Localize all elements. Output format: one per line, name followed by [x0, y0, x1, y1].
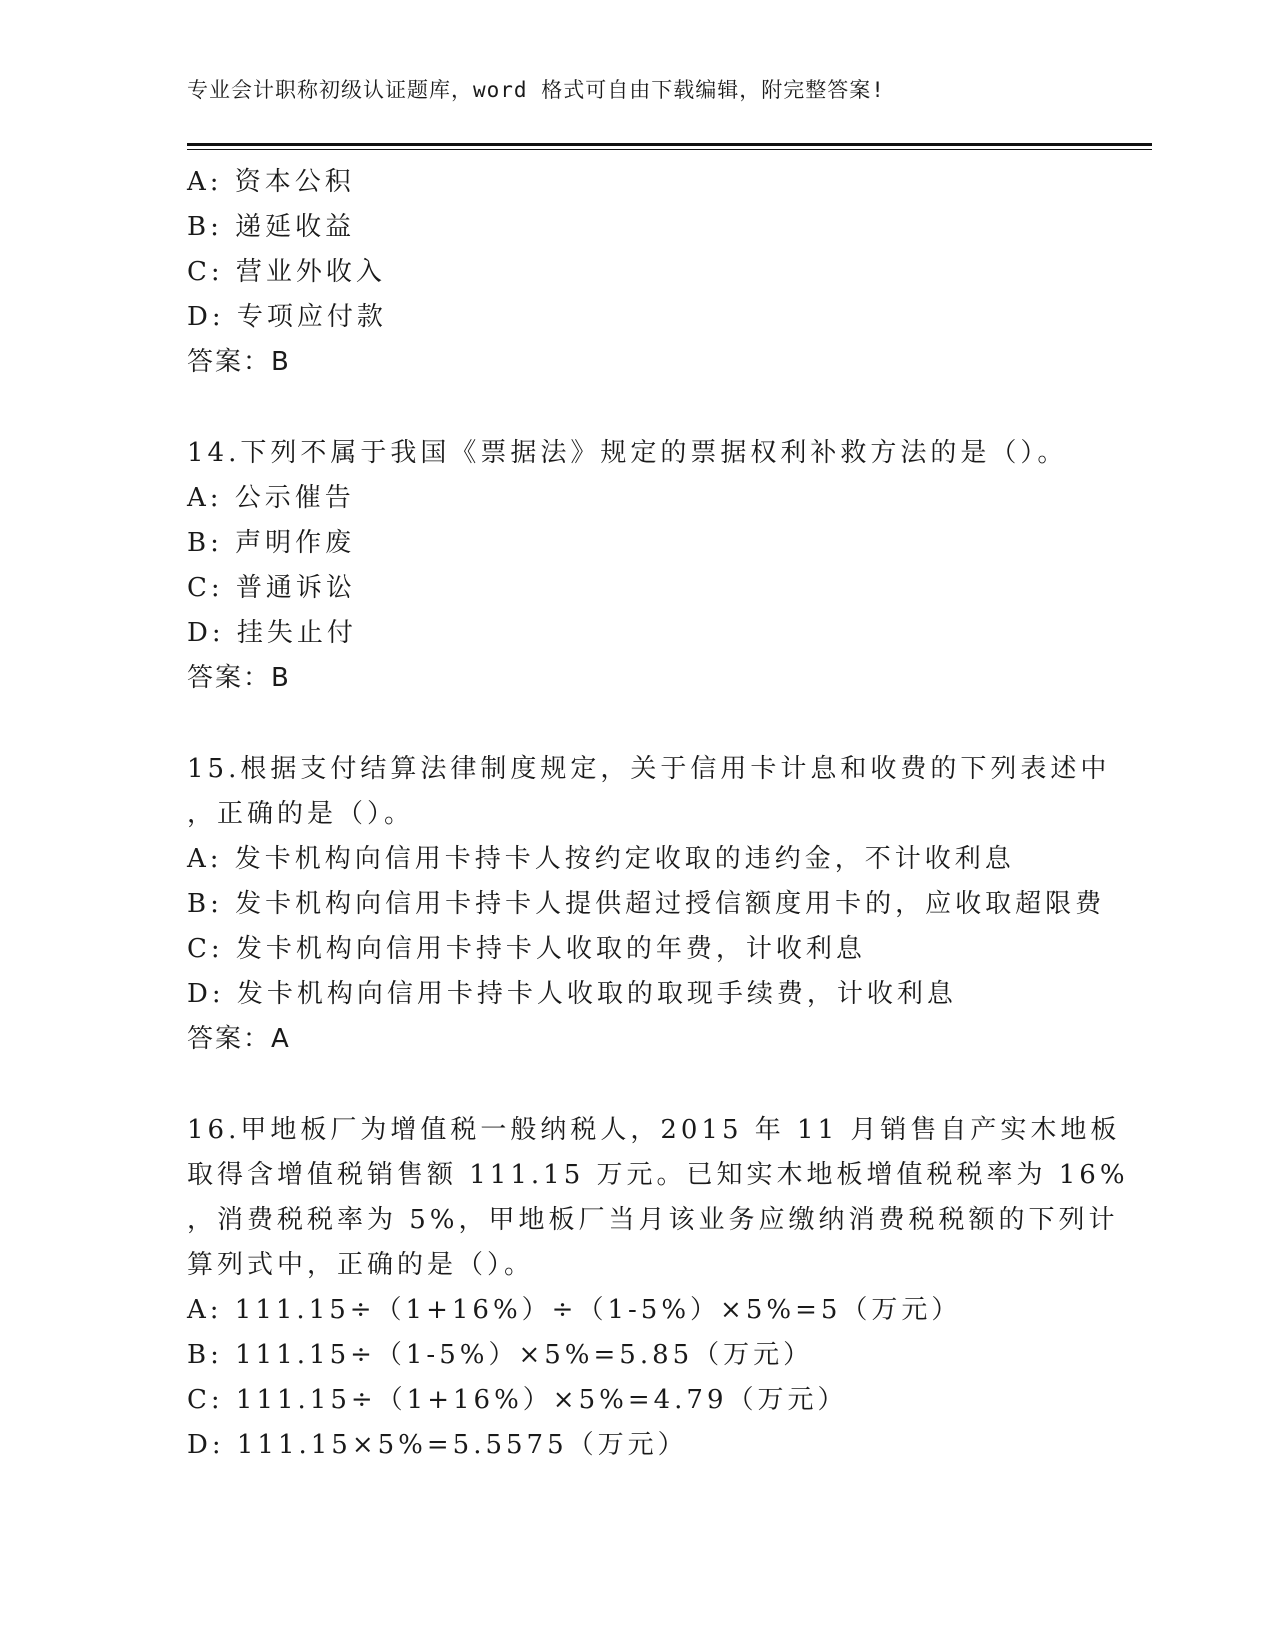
question-stem: 16.甲地板厂为增值税一般纳税人，2015 年 11 月销售自产实木地板 [187, 1115, 1121, 1145]
question-stem-continued: ，正确的是（）。 [187, 799, 415, 829]
option-c: C: 普通诉讼 [187, 573, 356, 603]
option-b: B: 发卡机构向信用卡持卡人提供超过授信额度用卡的，应收取超限费 [187, 889, 1106, 919]
option-a: A: 公示催告 [187, 483, 355, 513]
option-c: C: 营业外收入 [187, 257, 386, 287]
question-13 [187, 160, 1127, 385]
question-16 [187, 1108, 1127, 1468]
option-b: B: 递延收益 [187, 212, 356, 242]
option-d: D: 111.15×5%=5.5575（万元） [187, 1430, 688, 1460]
header-rule-thick [187, 143, 1152, 146]
question-stem: 15.根据支付结算法律制度规定，关于信用卡计息和收费的下列表述中 [187, 754, 1111, 784]
option-c: C: 发卡机构向信用卡持卡人收取的年费，计收利息 [187, 934, 866, 964]
option-d: D: 专项应付款 [187, 302, 387, 332]
question-15 [187, 747, 1127, 1062]
question-stem-continued: ，消费税税率为 5%，甲地板厂当月该业务应缴纳消费税税额的下列计 [187, 1205, 1119, 1235]
option-a: A: 资本公积 [187, 167, 355, 197]
option-b: B: 声明作废 [187, 528, 356, 558]
question-stem: 14.下列不属于我国《票据法》规定的票据权利补救方法的是（）。 [187, 438, 1068, 468]
answer-line: 答案：A [187, 1024, 291, 1054]
option-a: A: 发卡机构向信用卡持卡人按约定收取的违约金，不计收利息 [187, 844, 1015, 874]
option-c: C: 111.15÷（1+16%）×5%=4.79（万元） [187, 1385, 848, 1415]
option-d: D: 挂失止付 [187, 618, 357, 648]
option-d: D: 发卡机构向信用卡持卡人收取的取现手续费，计收利息 [187, 979, 957, 1009]
option-b: B: 111.15÷（1-5%）×5%=5.85（万元） [187, 1340, 814, 1370]
question-stem-continued: 算列式中，正确的是（）。 [187, 1250, 535, 1280]
header-rule-thin [187, 149, 1152, 150]
question-stem-continued: 取得含增值税销售额 111.15 万元。已知实木地板增值税税率为 16% [187, 1160, 1129, 1190]
answer-line: 答案：B [187, 663, 291, 693]
option-a: A: 111.15÷（1+16%）÷（1-5%）×5%=5（万元） [187, 1295, 962, 1325]
question-list [187, 160, 1127, 1468]
answer-line: 答案：B [187, 347, 291, 377]
question-14 [187, 431, 1127, 701]
page-header: 专业会计职称初级认证题库，word 格式可自由下载编辑，附完整答案! [187, 78, 885, 102]
